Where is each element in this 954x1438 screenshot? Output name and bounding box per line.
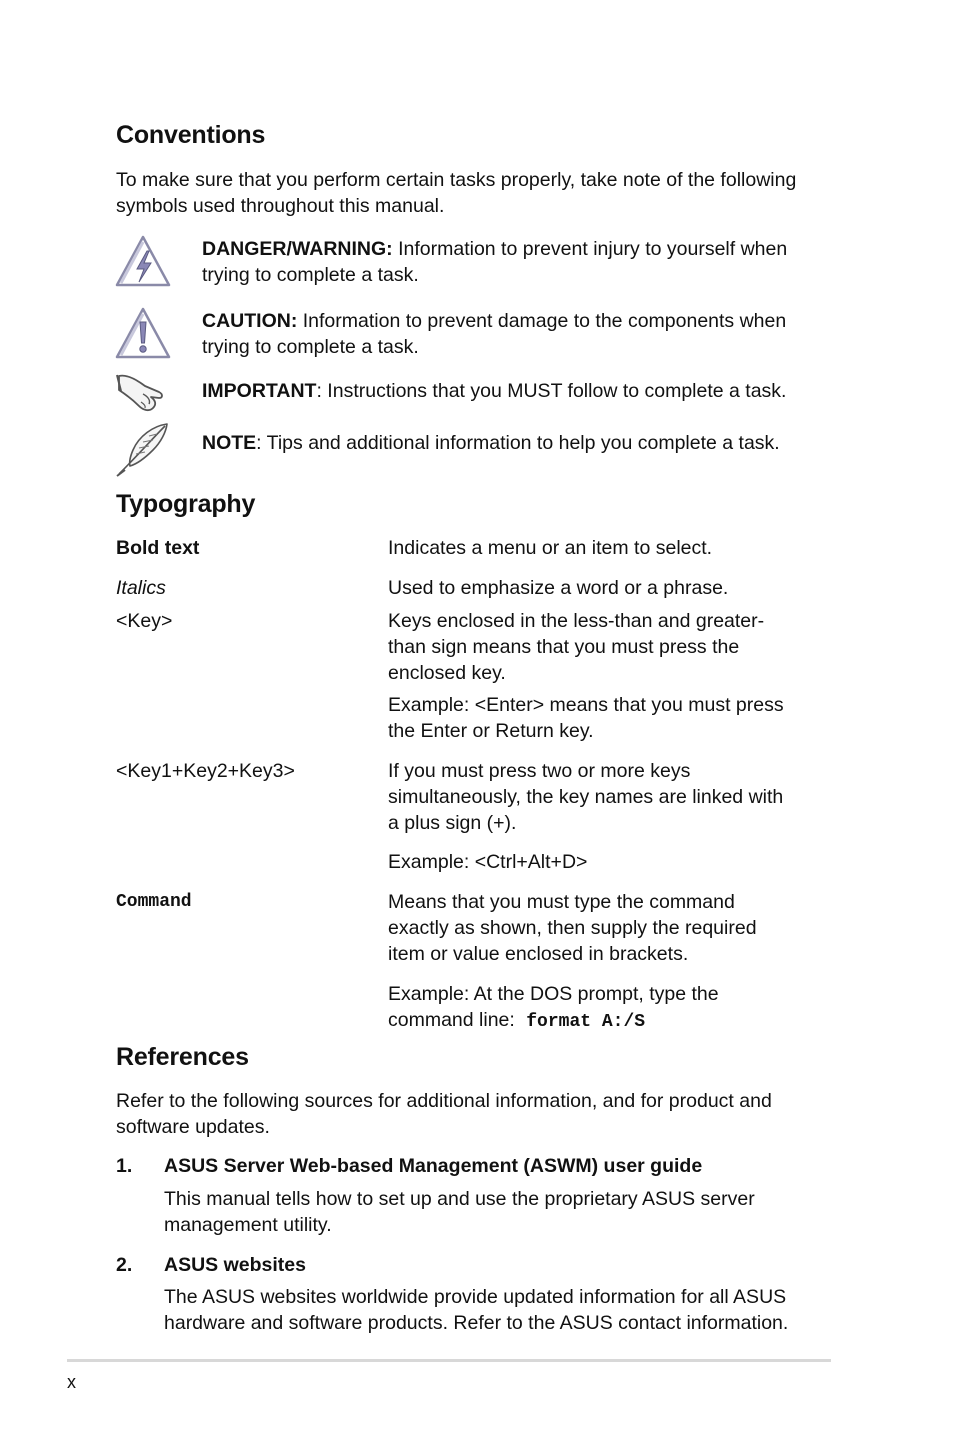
typography-example-command-text: Example: At the DOS prompt, type the command line: [388,983,719,1031]
danger-warning-label: DANGER/WARNING: [202,238,393,260]
typography-desc-italics: Used to emphasize a word or a phrase. [388,577,729,599]
reference-1-title: ASUS Server Web-based Management (ASWM) user guide [164,1155,703,1177]
typography-example-command-code: format A:/S [526,1012,646,1032]
typography-desc-command: Means that you must type the command exactly as shown, then supply the required item or value enclosed in brackets. [388,891,757,965]
typography-heading: Typography [116,490,256,518]
conventions-heading: Conventions [116,121,266,149]
reference-2-number: 2. [116,1254,133,1276]
caution-note [202,308,812,360]
typography-term-key: <Key> [116,610,173,632]
danger-warning-icon [113,233,173,293]
reference-1-number: 1. [116,1155,133,1177]
caution-icon [113,305,173,365]
typography-term-command: Command [116,892,192,912]
typography-desc-bold: Indicates a menu or an item to select. [388,537,713,559]
caution-text: Information to prevent damage to the components when trying to complete a task. [202,310,787,358]
typography-desc-key: Keys enclosed in the less-than and greater-than sign means that you must press the enclosed key. [388,610,765,684]
note-label: NOTE [202,432,257,454]
note-feather-icon [113,420,173,480]
important-note [202,378,812,404]
typography-term-italics: Italics [116,577,166,599]
reference-2-title: ASUS websites [164,1254,306,1276]
danger-warning-note [202,236,812,288]
conventions-intro: To make sure that you perform certain tasks properly, take note of the following symbols used throughout this manual. [116,169,797,217]
references-intro: Refer to the following sources for additional information, and for product and software updates. [116,1090,772,1138]
caution-label: CAUTION: [202,310,298,332]
danger-warning-text: Information to prevent injury to yourself when trying to complete a task. [202,238,788,286]
page-number: x [67,1372,76,1392]
typography-example-keycombo: Example: <Ctrl+Alt+D> [388,851,588,873]
typography-example-command [388,981,748,1035]
typography-term-bold: Bold text [116,537,200,559]
important-label: IMPORTANT [202,380,317,402]
note-text: : Tips and additional information to help you complete a task. [256,432,780,454]
typography-term-keycombo: <Key1+Key2+Key3> [116,760,295,782]
important-text: : Instructions that you MUST follow to complete a task. [316,380,787,402]
typography-desc-keycombo: If you must press two or more keys simultaneously, the key names are linked with a plus sign (+). [388,760,784,834]
note-note [202,430,812,456]
footer-divider [67,1359,831,1362]
typography-example-key: Example: <Enter> means that you must press the Enter or Return key. [388,694,784,742]
reference-1-desc: This manual tells how to set up and use the proprietary ASUS server management utility. [164,1188,755,1236]
reference-2-desc: The ASUS websites worldwide provide updated information for all ASUS hardware and software products. Refer to the ASUS contact information. [164,1286,789,1334]
references-heading: References [116,1043,249,1071]
